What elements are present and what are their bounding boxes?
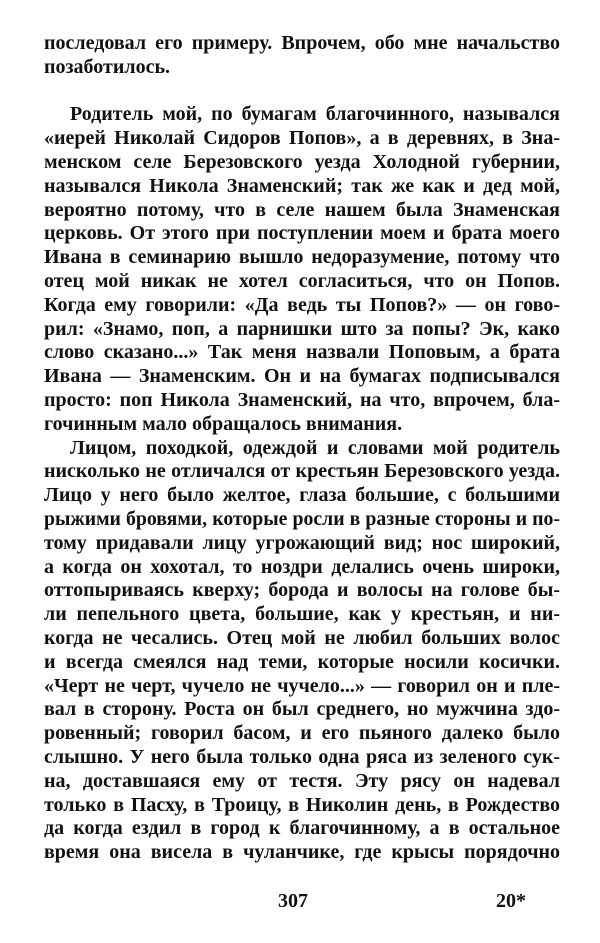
text-line: «иерей Николай Сидоров Попов», а в деревнях, в Зна- xyxy=(44,127,560,150)
text-page xyxy=(44,32,560,912)
paragraph-gap xyxy=(44,80,560,104)
text-line: отец мой никак не хотел согласиться, что он Попов. xyxy=(44,269,560,292)
text-line: последовал его примеру. Впрочем, обо мне начальство xyxy=(44,32,560,54)
text-line: Ивана — Знаменским. Он и на бумагах подписывался xyxy=(44,365,560,388)
page-footer xyxy=(0,890,600,920)
text-line: рил: «Знамо, поп, а парнишки што за попы? Эк, како xyxy=(44,317,560,340)
text-line: нисколько не отличался от крестьян Березовского уезда. xyxy=(44,460,560,483)
text-line: назывался Никола Знаменский; так же как и дед мой, xyxy=(44,174,560,197)
paragraph-3 xyxy=(44,437,560,865)
text-line: позаботилось. xyxy=(44,55,171,78)
text-line: и всегда смеялся над теми, которые носили косички. xyxy=(44,650,560,673)
text-line: на, доставшаяся ему от тестя. Эту рясу он надевал xyxy=(44,769,560,792)
text-line: Родитель мой, по бумагам благочинного, назывался xyxy=(70,103,560,126)
text-line: время она висела в чуланчике, где крысы порядочно xyxy=(44,841,560,864)
text-line: гочинным мало обращалось внимания. xyxy=(44,412,403,435)
text-line: когда не чесались. Отец мой не любил больших волос xyxy=(44,626,560,649)
text-line: просто: поп Никола Знаменский, на что, впрочем, бла- xyxy=(44,388,560,411)
text-line: да когда ездил в город к благочинному, а в остальное xyxy=(44,817,560,840)
text-line: ли пепельного цвета, большие, как у крестьян, и ни- xyxy=(44,603,560,626)
text-line: ровенный; говорил басом, и его пьяного далеко было xyxy=(44,722,560,745)
page-number: 307 xyxy=(278,890,308,912)
text-line: Когда ему говорили: «Да ведь ты Попов?» — он гово- xyxy=(44,293,560,316)
text-line: а когда он хохотал, то ноздри делались очень широки, xyxy=(44,555,560,578)
text-line: вероятно потому, что в селе нашем была Знаменская xyxy=(44,198,560,221)
text-line: церковь. От этого при поступлении моем и брата моего xyxy=(44,222,560,245)
text-line: рыжими бровями, которые росли в разные стороны и по- xyxy=(44,507,560,530)
text-line: оттопыриваясь кверху; борода и волосы на голове бы- xyxy=(44,579,560,602)
text-line: Лицо у него было желтое, глаза большие, с большими xyxy=(44,484,560,507)
text-line: Лицом, походкой, одеждой и словами мой родитель xyxy=(70,436,560,459)
text-line: вал в сторону. Роста он был среднего, но мужчина здо- xyxy=(44,698,560,721)
text-line: тому придавали лицу угрожающий вид; нос широкий, xyxy=(44,531,560,554)
text-line: Ивана в семинарию вышло недоразумение, потому что xyxy=(44,246,560,269)
paragraph-1 xyxy=(44,32,560,80)
text-line: слышно. У него была только одна ряса из зеленого сук- xyxy=(44,745,560,768)
paragraph-2 xyxy=(44,103,560,436)
text-line: только в Пасху, в Троицу, в Николин день, в Рождество xyxy=(44,793,560,816)
signature-mark: 20* xyxy=(496,890,526,912)
text-line: менском селе Березовского уезда Холодной губернии, xyxy=(44,150,560,173)
text-line: «Черт не черт, чучело не чучело...» — говорил он и пле- xyxy=(44,674,560,697)
text-line: слово сказано...» Так меня назвали Поповым, а брата xyxy=(44,341,560,364)
